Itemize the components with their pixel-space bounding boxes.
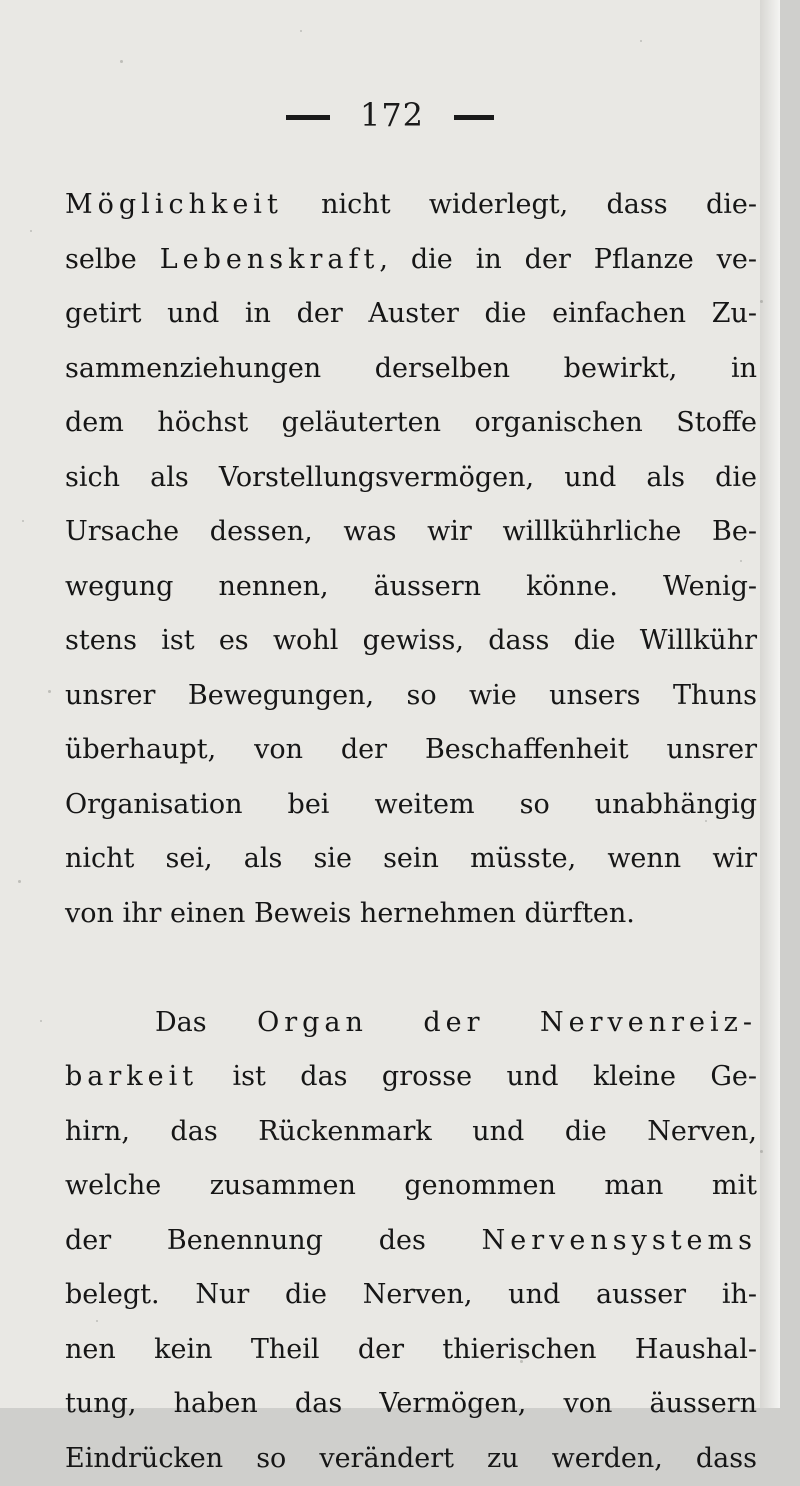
paper-speck	[96, 1320, 98, 1322]
spaced-emphasis: Möglichkeit	[65, 189, 283, 220]
text-line	[65, 178, 757, 233]
text-run: nen kein Theil der thierischen Haushal-	[65, 1334, 757, 1365]
paper-speck	[300, 30, 302, 32]
paragraph-gap	[65, 941, 757, 996]
text-line	[65, 996, 757, 1051]
page-header	[0, 96, 780, 134]
text-line	[65, 342, 757, 397]
text-run: überhaupt, von der Beschaffenheit unsrer	[65, 734, 757, 765]
text-line	[65, 1214, 757, 1269]
text-line	[65, 1105, 757, 1160]
text-line	[65, 1050, 757, 1105]
text-run: Eindrücken so verändert zu werden, dass	[65, 1443, 757, 1474]
paper-speck	[760, 1150, 763, 1153]
paper-speck	[18, 880, 21, 883]
spaced-emphasis: barkeit	[65, 1061, 198, 1092]
text-line	[65, 1432, 757, 1486]
page-edge	[760, 0, 780, 1408]
spaced-emphasis: Organ der Nervenreiz-	[257, 1007, 757, 1038]
text-run: Organisation bei weitem so unabhängig	[65, 789, 757, 820]
text-run: der Benennung des	[65, 1225, 482, 1256]
text-line	[65, 1377, 757, 1432]
text-line	[65, 1323, 757, 1378]
spaced-emphasis: Lebenskraft	[160, 244, 380, 275]
text-run: Das	[155, 1007, 257, 1038]
paragraph-2	[65, 996, 757, 1486]
text-line	[65, 451, 757, 506]
text-run: welche zusammen genommen man mit	[65, 1170, 757, 1201]
text-line	[65, 887, 757, 942]
text-line	[65, 723, 757, 778]
text-run: selbe	[65, 244, 160, 275]
page-number: 172	[360, 96, 424, 134]
text-run: sich als Vorstellungsvermögen, und als die	[65, 462, 757, 493]
text-run: hirn, das Rückenmark und die Nerven,	[65, 1116, 757, 1147]
text-run: dem höchst geläuterten organischen Stoffe	[65, 407, 757, 438]
paper-speck	[40, 1020, 42, 1022]
text-line	[65, 832, 757, 887]
text-line	[65, 287, 757, 342]
paper-speck	[740, 560, 742, 562]
text-line	[65, 505, 757, 560]
text-line	[65, 614, 757, 669]
text-run: ist das grosse und kleine Ge-	[198, 1061, 757, 1092]
paragraph-1	[65, 178, 757, 941]
text-run: unsrer Bewegungen, so wie unsers Thuns	[65, 680, 757, 711]
text-run: nicht sei, als sie sein müsste, wenn wir	[65, 843, 757, 874]
text-run: von ihr einen Beweis hernehmen dürften.	[65, 898, 635, 929]
paper-speck	[640, 40, 642, 42]
text-run: wegung nennen, äussern könne. Wenig-	[65, 571, 757, 602]
paper-speck	[48, 690, 51, 693]
header-rule-left	[286, 115, 330, 120]
text-run: sammenziehungen derselben bewirkt, in	[65, 353, 757, 384]
paper-speck	[30, 230, 32, 232]
header-rule-right	[454, 115, 494, 120]
text-run: , die in der Pflanze ve-	[379, 244, 757, 275]
paper-speck	[760, 300, 763, 303]
text-line	[65, 1159, 757, 1214]
text-run: stens ist es wohl gewiss, dass die Willkühr	[65, 625, 757, 656]
text-line	[65, 669, 757, 724]
paper-speck	[705, 820, 707, 822]
text-line	[65, 396, 757, 451]
text-run: nicht widerlegt, dass die-	[283, 189, 757, 220]
paper-speck	[120, 60, 123, 63]
paper-speck	[520, 1360, 523, 1363]
text-line	[65, 560, 757, 615]
text-run: getirt und in der Auster die einfachen Zu-	[65, 298, 757, 329]
text-run: Ursache dessen, was wir willkührliche Be-	[65, 516, 757, 547]
body-text	[65, 178, 757, 1486]
paper-speck	[22, 520, 24, 522]
spaced-emphasis: Nervensystems	[482, 1225, 757, 1256]
text-run: belegt. Nur die Nerven, und ausser ih-	[65, 1279, 757, 1310]
text-line	[65, 778, 757, 833]
text-line	[65, 1268, 757, 1323]
text-run: tung, haben das Vermögen, von äussern	[65, 1388, 757, 1419]
text-line	[65, 233, 757, 288]
